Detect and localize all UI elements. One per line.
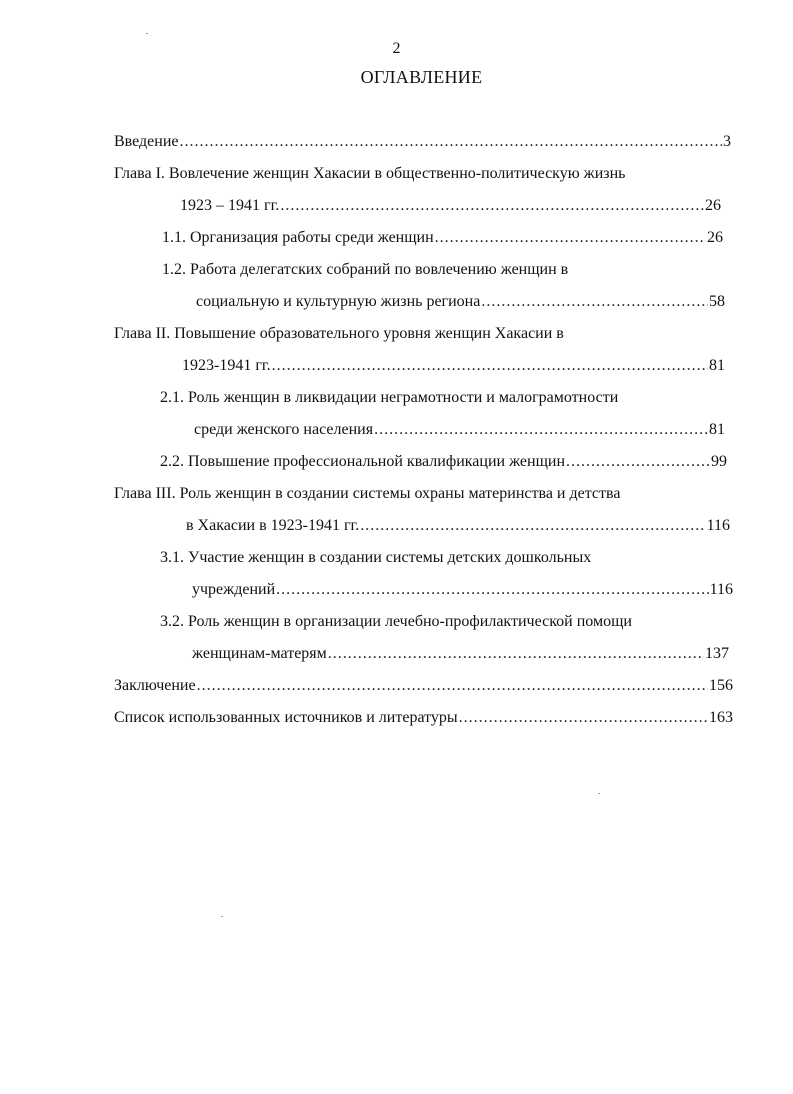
toc-entry-chapter-3-line-2: [186, 516, 730, 536]
toc-entry-section-2-1-line-1: [160, 388, 618, 408]
toc-entry-title: Глава II. Повышение образовательного уровня женщин Хакасии в: [114, 325, 564, 342]
page-number: 2: [392, 40, 401, 57]
toc-leader-dots: [459, 708, 708, 728]
toc-leader-dots: [360, 516, 705, 536]
toc-entry-title: 3.2. Роль женщин в организации лечебно-профилактической помощи: [160, 613, 632, 630]
toc-entry-page: 137: [705, 645, 729, 662]
toc-entry-sources: [114, 708, 733, 728]
toc-entry-title: Глава III. Роль женщин в создании системы охраны материнства и детства: [114, 485, 621, 502]
toc-entry-chapter-2-line-1: [114, 324, 564, 344]
scan-speck: [598, 793, 600, 794]
toc-entry-introduction: [114, 132, 731, 152]
toc-entry-title: 1923-1941 гг.: [182, 357, 271, 374]
toc-entry-section-2-2: [160, 452, 727, 472]
toc-entry-section-1-2-line-2: [196, 292, 725, 312]
toc-entry-page: 156: [709, 677, 733, 694]
toc-entry-title: учреждений: [192, 581, 276, 598]
toc-entry-section-3-1-line-2: [192, 580, 733, 600]
toc-entry-title: Список использованных источников и литературы: [114, 709, 458, 726]
toc-entry-chapter-2-line-2: [182, 356, 725, 376]
scan-speck: [146, 33, 148, 34]
toc-entry-page: 58: [709, 293, 725, 310]
toc-entry-page: 3: [723, 133, 731, 150]
toc-entry-title: Глава I. Вовлечение женщин Хакасии в общественно-политическую жизнь: [114, 165, 626, 182]
page-title: ОГЛАВЛЕНИЕ: [360, 67, 483, 87]
toc-leader-dots: [481, 292, 708, 312]
toc-entry-title: 3.1. Участие женщин в создании системы детских дошкольных: [160, 549, 592, 566]
toc-leader-dots: [272, 356, 708, 376]
toc-entry-title: 1.1. Организация работы среди женщин: [162, 229, 434, 246]
toc-entry-chapter-3-line-1: [114, 484, 620, 504]
toc-leader-dots: [280, 196, 704, 216]
toc-entry-page: 81: [709, 421, 725, 438]
toc-entry-title: женщинам-матерям: [192, 645, 327, 662]
toc-entry-section-1-1: [162, 228, 723, 248]
toc-leader-dots: [197, 676, 708, 696]
toc-entry-page: 26: [707, 229, 723, 246]
toc-entry-section-2-1-line-2: [194, 420, 725, 440]
toc-entry-page: 81: [709, 357, 725, 374]
toc-leader-dots: [374, 420, 708, 440]
toc-entry-title: 1923 – 1941 гг.: [180, 197, 280, 214]
toc-leader-dots: [180, 132, 723, 152]
toc-entry-section-1-2-line-1: [162, 260, 568, 280]
toc-entry-title: 1.2. Работа делегатских собраний по вовлечению женщин в: [162, 261, 569, 278]
toc-entry-chapter-1-line-2: [180, 196, 721, 216]
toc-entry-conclusion: [114, 676, 733, 696]
toc-entry-page: 116: [706, 517, 730, 534]
toc-entry-title: Заключение: [114, 677, 196, 694]
toc-entry-page: 163: [709, 709, 733, 726]
toc-entry-title: в Хакасии в 1923-1941 гг.: [186, 517, 360, 534]
toc-leader-dots: [566, 452, 710, 472]
toc-entry-page: 116: [709, 581, 733, 598]
toc-leader-dots: [328, 644, 704, 664]
toc-entry-title: среди женского населения: [194, 421, 374, 438]
toc-entry-page: 99: [711, 453, 727, 470]
toc-entry-chapter-1-line-1: [114, 164, 625, 184]
toc-entry-title: Введение: [114, 133, 179, 150]
toc-entry-section-3-2-line-1: [160, 612, 632, 632]
toc-leader-dots: [276, 580, 708, 600]
toc-entry-title: 2.2. Повышение профессиональной квалификации женщин: [160, 453, 566, 470]
toc-entry-title: 2.1. Роль женщин в ликвидации неграмотности и малограмотности: [160, 389, 619, 406]
toc-entry-page: 26: [705, 197, 721, 214]
scan-speck: [221, 916, 223, 917]
toc-entry-section-3-2-line-2: [192, 644, 729, 664]
toc-entry-section-3-1-line-1: [160, 548, 591, 568]
toc-entry-title: социальную и культурную жизнь региона: [196, 293, 481, 310]
toc-leader-dots: [435, 228, 706, 248]
